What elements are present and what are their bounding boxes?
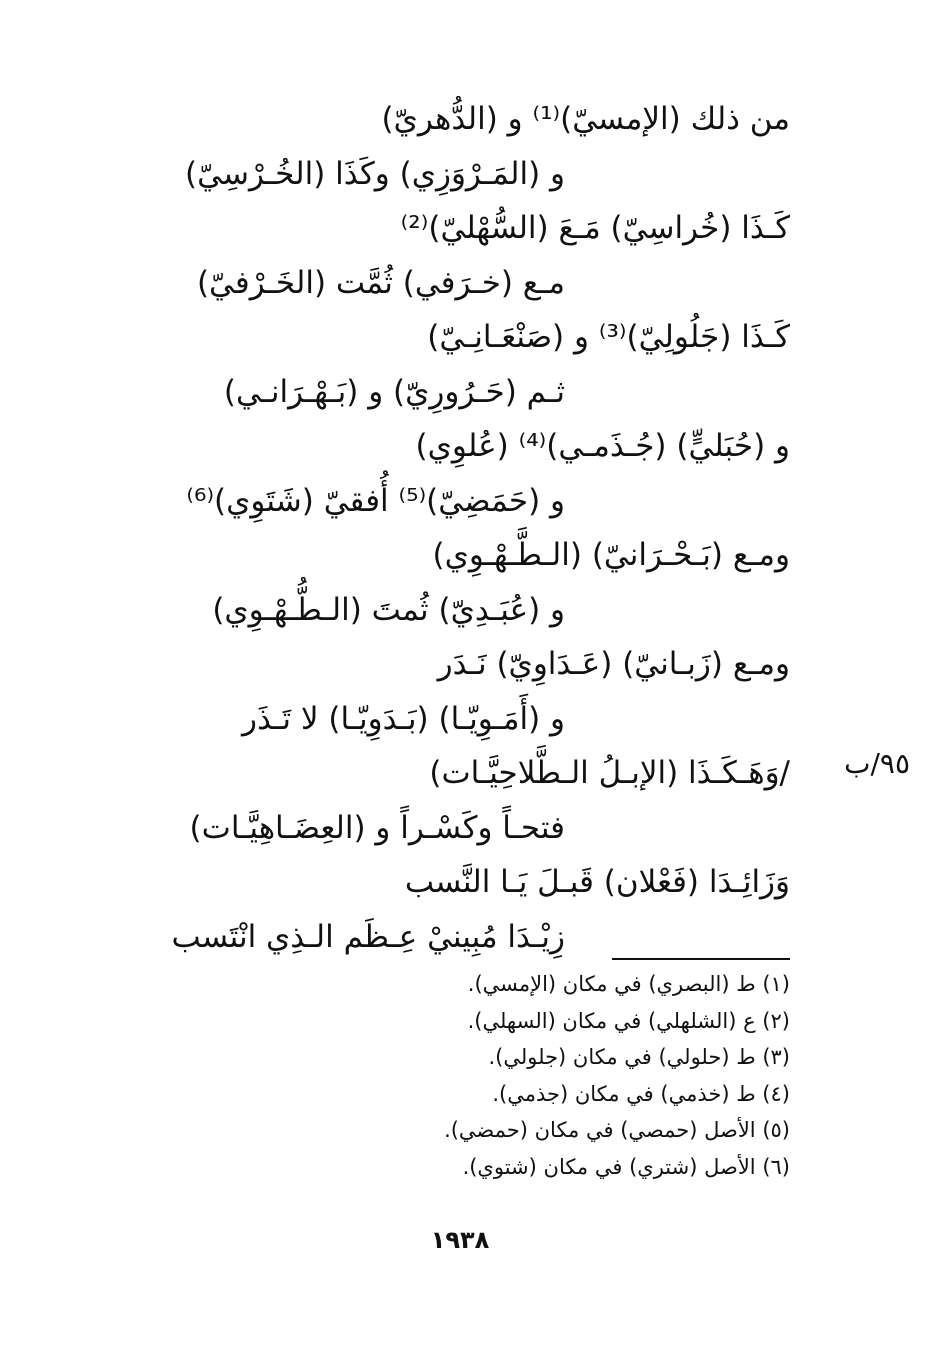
verse-line: [150, 419, 790, 474]
verse-line: [150, 201, 790, 256]
footnote: (٤) ط (خذمي) في مكان (جذمي).: [492, 1081, 790, 1106]
verse-text: و (حَمَضِيّ)⁽⁵⁾ أُفقيّ (شَتَوِي)⁽⁶⁾: [186, 482, 565, 519]
verse-text: وَزَائِـدَا (فَعْلان) قَبـلَ يَـا النَّسب: [404, 864, 790, 900]
verse-line: [150, 92, 790, 147]
verse-line: [150, 801, 790, 856]
verse-text: فتحـاً وكَسْـراً و (العِضَـاهِيَّـات): [189, 809, 565, 846]
verse-text: ومـع (بَـحْـرَانيّ) (الـطَّـهْـوِي): [432, 537, 790, 573]
footnote: (٦) الأصل (شتري) في مكان (شتوي).: [462, 1154, 790, 1179]
verse-text: و (عُبَـدِيّ) ثُمتَ (الـطُّـهْـوِي): [212, 591, 565, 628]
verse-line: [150, 365, 790, 420]
verse-line: [150, 855, 790, 910]
verse-text: /وَهَـكَـذَا (الإبـلُ الـطَّلاحِيَّـات): [429, 755, 790, 791]
footnote: (٥) الأصل (حمصي) في مكان (حمضي).: [444, 1118, 790, 1142]
verse-line: [150, 746, 790, 801]
footnote: (١) ط (البصري) في مكان (الإمسي).: [467, 972, 790, 996]
verse-line: [150, 692, 790, 747]
footnote-divider: [612, 958, 790, 960]
page-number: ١٩٣٨: [430, 1226, 490, 1254]
footnote: (٢) ع (الشلهلي) في مكان (السهلي).: [467, 1008, 790, 1033]
verse-text: زِيْـدَا مُبِينيْ عِـظَم الـذِي انْتَسب: [171, 918, 565, 955]
verse-line: [150, 310, 790, 365]
footnotes: [300, 966, 790, 1185]
verse-text: ثـم (حَـرُورِيّ) و (بَـهْـرَانـي): [223, 373, 565, 410]
verse-line: [150, 910, 790, 965]
verse-line: [150, 147, 790, 202]
verse-text: مـع (خـرَفي) ثُمَّت (الخَـرْفيّ): [196, 264, 565, 301]
verse-block: [150, 92, 790, 964]
verse-line: [150, 637, 790, 692]
verse-text: ومـع (زَبـانيّ) (عَـدَاوِيّ) نَـدَر: [437, 646, 790, 682]
footnote: (٣) ط (حلولي) في مكان (جلولي).: [488, 1045, 790, 1069]
verse-text: كَـذَا (جَلُولِيّ)⁽³⁾ و (صَنْعَـانِـيّ): [427, 319, 790, 355]
verse-text: كَـذَا (خُراسِيّ) مَـعَ (السُّهْليّ)⁽²⁾: [400, 210, 790, 246]
verse-text: و (أَمَـوِيّـا) (بَـدَوِيّـا) لا تَـذَر: [242, 700, 565, 737]
verse-line: [150, 528, 790, 583]
verse-text: و (حُبَليٍّ) (جُـذَمـي)⁽⁴⁾ (عُلوِي): [415, 428, 790, 464]
verse-line: [150, 583, 790, 638]
verse-text: من ذلك (الإمسيّ)⁽¹⁾ و (الدُّهريّ): [381, 101, 790, 137]
verse-text: و (المَـرْوَزِي) وكَذَا (الخُـرْسِيّ): [185, 155, 565, 192]
folio-margin-note: ٩٥/ب: [844, 747, 910, 780]
verse-line: [150, 256, 790, 311]
verse-line: [150, 474, 790, 529]
